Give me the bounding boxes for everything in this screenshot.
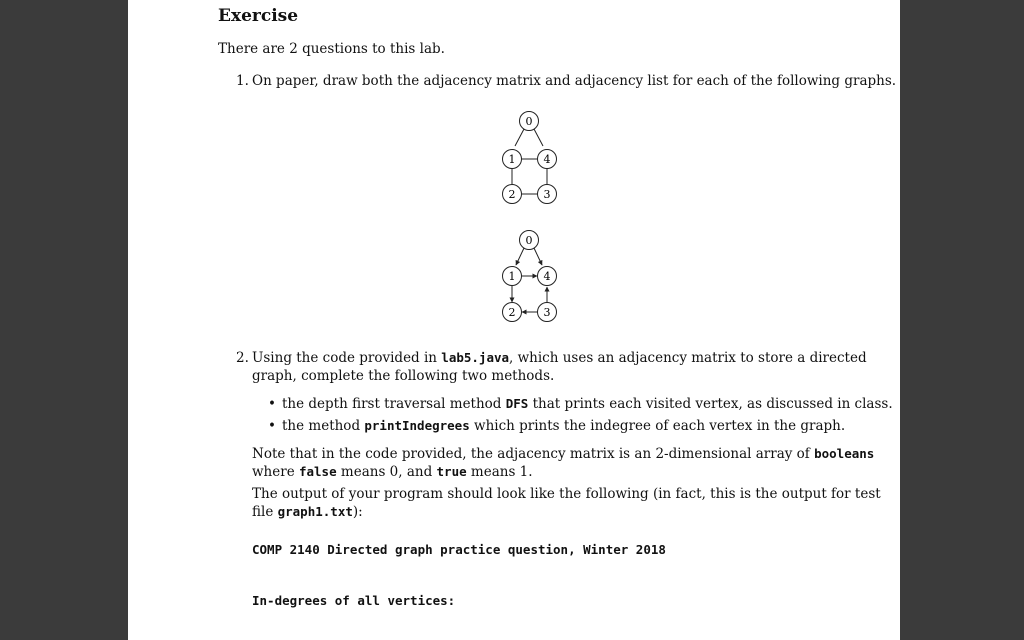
directed-graph: [488, 224, 578, 334]
svg-text:4: 4: [543, 153, 551, 166]
bullet-item-indegrees: • the method printIndegrees which prints the indegree of each vertex in the graph.: [268, 418, 846, 434]
node-3: [538, 185, 557, 204]
node-4: [538, 267, 557, 286]
node-3: [538, 303, 557, 322]
node-0: [520, 231, 539, 250]
node-2: [503, 185, 522, 204]
svg-text:3: 3: [543, 188, 551, 201]
node-1: [503, 267, 522, 286]
document-page: [128, 0, 900, 640]
node-1: [503, 150, 522, 169]
svg-text:0: 0: [525, 115, 533, 128]
question-1-number: 1.: [236, 73, 249, 89]
svg-text:1: 1: [508, 270, 516, 283]
output-line-1: The output of your program should look like the following (in fact, this is the output for test: [252, 486, 881, 502]
svg-text:0: 0: [525, 234, 533, 247]
svg-text:2: 2: [508, 188, 516, 201]
intro-text: There are 2 questions to this lab.: [218, 41, 445, 57]
output-line-2: file graph1.txt):: [252, 504, 363, 520]
bullet-icon: •: [268, 418, 276, 434]
svg-text:2: 2: [508, 306, 516, 319]
edge-0-1: [515, 129, 524, 146]
question-2-line-2: graph, complete the following two methods.: [252, 368, 555, 384]
question-1-text: On paper, draw both the adjacency matrix and adjacency list for each of the following graphs.: [252, 73, 897, 89]
bullet-icon: •: [268, 396, 276, 412]
code-output-line: COMP 2140 Directed graph practice question, Winter 2018: [252, 542, 666, 557]
edge-0-to-1: [516, 248, 524, 265]
page-title: Exercise: [218, 6, 299, 26]
svg-text:1: 1: [508, 153, 516, 166]
code-output-line: In-degrees of all vertices:: [252, 593, 456, 608]
svg-text:3: 3: [543, 306, 551, 319]
node-4: [538, 150, 557, 169]
question-2-number: 2.: [236, 350, 249, 366]
question-2-line-1: Using the code provided in lab5.java, which uses an adjacency matrix to store a directed: [252, 350, 867, 366]
edge-0-to-4: [534, 248, 542, 265]
note-line-1: Note that in the code provided, the adjacency matrix is an 2-dimensional array of booleans: [252, 446, 875, 462]
note-line-2: where false means 0, and true means 1.: [252, 464, 533, 480]
undirected-graph: [488, 105, 578, 215]
svg-text:4: 4: [543, 270, 551, 283]
node-2: [503, 303, 522, 322]
code-filename: lab5.java: [441, 350, 510, 365]
bullet-item-dfs: • the depth first traversal method DFS that prints each visited vertex, as discussed in class.: [268, 396, 893, 412]
edge-0-4: [534, 129, 543, 146]
node-0: [520, 112, 539, 131]
